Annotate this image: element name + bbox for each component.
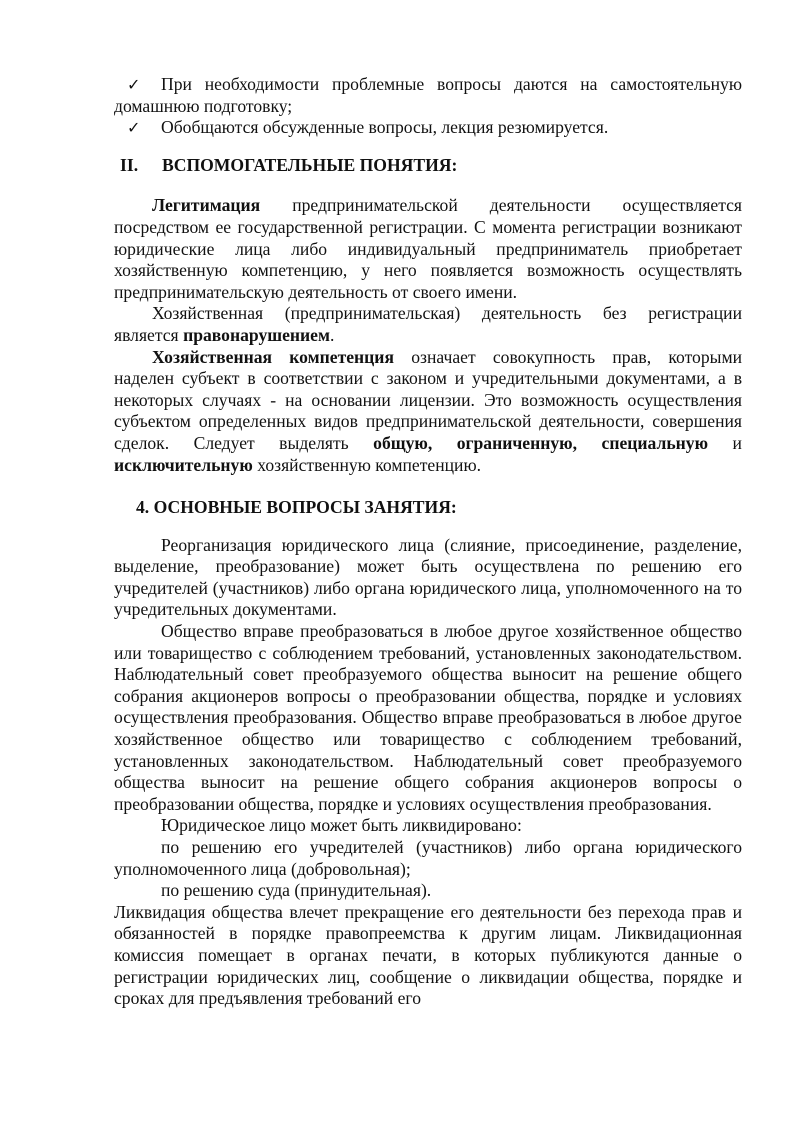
bullet-item-2 [114, 117, 742, 139]
paragraph-reorganization: Реорганизация юридического лица (слияние, присоединение, разделение, выделение, преобразование) может быть осуществлена по решению его учредителей (участников) либо органа юридического лица, уполномоченного на то учредительных документами. [114, 534, 742, 620]
paragraph-text: Хозяйственная (предпринимательская) деятельность без регистрации является [114, 303, 742, 345]
paragraph-text: означает совокупность прав, которыми наделен субъект в соответствии с законом и учредительными документами, а в некоторых случаях - на основании лицензии. Это возможность осуществления субъектом определенных видов предпринимательской деятельности, совершения сделок. Следует выделять [114, 346, 742, 453]
paragraph-text: хозяйственную компетенцию. [252, 454, 482, 475]
term-violation: правонарушением [183, 324, 330, 345]
term-exclusive: исключительную [114, 454, 253, 475]
bullet-item-1 [114, 74, 742, 117]
paragraph-legitimation [114, 195, 742, 303]
section-4-heading: 4. ОСНОВНЫЕ ВОПРОСЫ ЗАНЯТИЯ: [136, 497, 457, 518]
section-2-title: ВСПОМОГАТЕЛЬНЫЕ ПОНЯТИЯ: [162, 154, 458, 175]
checkmark-icon: ✓ [127, 75, 141, 94]
checkmark-icon: ✓ [127, 118, 141, 138]
term-legitimation: Легитимация [152, 195, 261, 216]
section-2-number: II. [120, 154, 139, 175]
term-general-limited-special: общую, ограниченную, специальную [373, 432, 709, 453]
paragraph-text: и [708, 432, 742, 453]
paragraph-text: предпринимательской деятельности осуществляется посредством ее государственной регистрации. С момента регистрации возникают юридические лица либо индивидуальный предприниматель приобретает хозяйственную компетенцию, у него появляется возможность осуществлять предпринимательскую деятельность от своего имени. [114, 195, 742, 302]
term-competence: Хозяйственная компетенция [152, 346, 394, 367]
paragraph-competence [114, 347, 742, 477]
bullet-2-text: Обобщаются обсужденные вопросы, лекция резюмируется. [161, 117, 609, 138]
paragraph-transformation: Общество вправе преобразоваться в любое другое хозяйственное общество или товарищество с соблюдением требований, установленных законодательством. Наблюдательный совет преобразуемого общества выносит на решение общего собрания акционеров вопросы о преобразовании общества, порядке и условиях осуществления преобразования. Общество вправе преобразоваться в любое другое хозяйственное общество или товарищество с соблюдением требований, установленных законодательством. Наблюдательный совет преобразуемого общества выносит на решение общего собрания акционеров вопросы о преобразовании общества, порядке и условиях осуществления преобразования. [114, 621, 742, 814]
paragraph-liquidation-voluntary: по решению его учредителей (участников) либо органа юридического уполномоченного лица (добровольная); [114, 837, 742, 879]
paragraph-liquidation-forced: по решению суда (принудительная). [161, 880, 432, 901]
section-2-heading [114, 155, 742, 177]
paragraph-violation [114, 303, 742, 346]
paragraph-text: . [329, 324, 335, 345]
bullet-1-text: При необходимости проблемные вопросы даются на самостоятельную домашнюю подготовку; [114, 74, 742, 116]
paragraph-liquidation-effects: Ликвидация общества влечет прекращение его деятельности без перехода прав и обязанностей в порядке правопреемства к другим лицам. Ликвидационная комиссия помещает в органах печати, в которых публикуются данные о регистрации юридических лиц, сообщение о ликвидации общества, порядке и сроках для предъявления требований его [114, 901, 742, 1009]
paragraph-liquidation-intro: Юридическое лицо может быть ликвидировано: [161, 815, 522, 836]
